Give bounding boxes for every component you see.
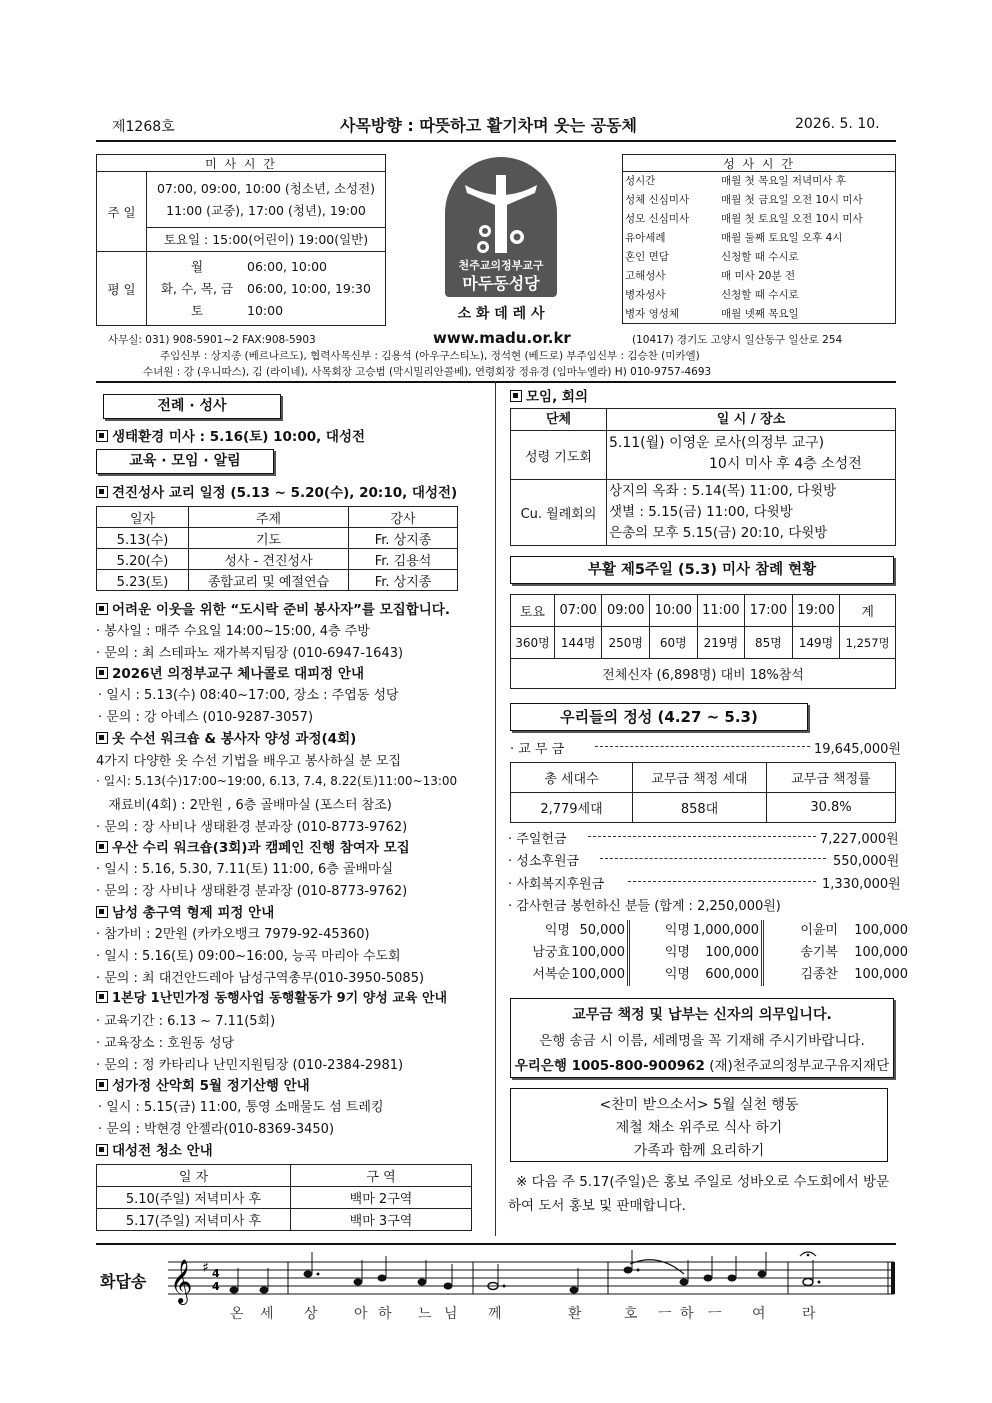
treble-clef-icon: 𝄞 (170, 1259, 193, 1303)
text-cell: 100,000 (690, 942, 764, 964)
list-item (510, 942, 920, 964)
text-cell: 고해성사 (625, 270, 666, 282)
text-cell: 성모 신심미사 (625, 213, 690, 225)
list-item (510, 964, 920, 986)
text-cell: 총 세대수 (511, 763, 633, 793)
text-cell: 우산 수리 워크숍(3회)과 캠페인 진행 참여자 모집 (112, 840, 410, 856)
thanks-title: · 감사헌금 봉헌하신 분들 (합계 : 2,250,000원) (508, 899, 781, 914)
table-row (511, 793, 896, 823)
text-cell: 250명 (602, 627, 650, 659)
parish-address: (10417) 경기도 고양시 일산동구 일산로 254 (632, 334, 843, 346)
money-label: · 사회복지후원금 (508, 877, 605, 892)
text-cell: 남성 총구역 형제 피정 안내 (112, 905, 275, 921)
text-cell: 우리은행 1005-800-900962 (514, 1058, 705, 1074)
text-cell: 100,000 (854, 945, 908, 960)
text-cell: 계 (840, 595, 896, 627)
parish-logo (445, 157, 557, 297)
meeting-row (511, 431, 895, 480)
text-cell: 단체 (511, 409, 607, 430)
leader-dashes (588, 836, 816, 837)
text-cell: 하 (378, 1306, 392, 1322)
logo-parish: 마두동성당 (462, 274, 540, 293)
text-cell: (재)천주교의정부교구유지재단 (709, 1058, 890, 1074)
text-cell: 1,000,000 (690, 920, 764, 942)
text-cell: 100,000 (570, 942, 630, 964)
sacraments-box (622, 154, 896, 324)
text-cell: 호 (624, 1306, 638, 1322)
text-cell: 생태환경 미사 : 5.16(토) 10:00, 대성전 (112, 429, 366, 445)
text-cell: 성가정 산악회 5월 정기산행 안내 (112, 1078, 310, 1094)
text-cell: 성체 신심미사 (625, 194, 690, 206)
notice-title (96, 727, 356, 747)
weekday-times: 06:00, 10:00 (247, 259, 327, 274)
text-cell: 백마 2구역 (291, 1187, 472, 1209)
text-cell: 모임, 회의 (526, 389, 588, 405)
notice-line: · 봉사일 : 매주 수요일 14:00~15:00, 4층 주방 (96, 624, 370, 639)
text-cell: 09:00 (602, 595, 650, 627)
notice-line: 재료비(4회) : 2만원 , 6층 골배마실 (포스터 참조) (96, 798, 392, 813)
text-cell: 익명 (544, 923, 570, 938)
text-cell: <찬미 받으소서> 5월 실천 행동 (599, 1097, 799, 1113)
text-cell: 매월 넷째 목요일 (721, 308, 799, 320)
table-row (97, 528, 458, 549)
sacrament-row (623, 305, 895, 324)
text-cell: 교무금 책정률 (767, 763, 896, 793)
notice-line: · 문의 : 정 카타리나 난민지원팀장 (010-2384-2981) (96, 1058, 404, 1073)
notice-title (96, 1074, 310, 1094)
church-tax-label: · 교 무 금 (510, 742, 565, 757)
office-contact: 사무실: 031) 908-5901~2 FAX:908-5903 (108, 334, 316, 346)
text-cell: 익명 (664, 967, 690, 982)
notice-line: · 문의 : 장 사비나 생태환경 분과장 (010-8773-9762) (96, 820, 408, 835)
text-cell: 219명 (697, 627, 745, 659)
notice-line: · 참가비 : 2만원 (카카오뱅크 7979-92-45360) (96, 927, 370, 942)
weekday-days: 화, 수, 목, 금 (160, 281, 234, 296)
svg-text:4: 4 (212, 1280, 220, 1293)
text-cell: 상 (304, 1306, 318, 1322)
text-cell: 신청할 때 수시로 (721, 251, 799, 263)
sunday-label: 주 일 (97, 172, 147, 252)
text-cell: 기도 (189, 528, 349, 549)
table-row (97, 1209, 472, 1231)
sacrament-row (623, 191, 895, 210)
music-rule (96, 1243, 896, 1245)
text-cell: Fr. 상지종 (349, 528, 458, 549)
text-cell: 일자 (97, 507, 189, 528)
text-cell: 1,257명 (840, 627, 896, 659)
attendance-table (510, 594, 896, 689)
sacrament-row (623, 267, 895, 286)
table-row (97, 570, 458, 591)
duty-box (510, 998, 894, 1078)
text-cell: 서복순 (532, 967, 570, 982)
money-value: 7,227,000원 (820, 832, 899, 847)
sunday-mass-line: 07:00, 09:00, 10:00 (청소년, 소성전) (156, 181, 376, 196)
text-cell: 600,000 (690, 964, 764, 986)
mass-times-box (96, 154, 386, 326)
table-row (97, 1187, 472, 1209)
attendance-note: 전체신자 (6,898명) 대비 18%참석 (511, 659, 896, 689)
text-cell: 토요 (511, 595, 555, 627)
text-cell: 19:00 (792, 595, 840, 627)
weekday-days: 월 (190, 259, 204, 274)
issue-number: 제1268호 (112, 119, 175, 135)
money-label: · 성소후원금 (508, 854, 580, 869)
text-cell: 구 역 (291, 1165, 472, 1187)
text-cell: 님 (444, 1306, 458, 1322)
text-cell: 라 (802, 1306, 816, 1322)
confirmation-title (96, 481, 457, 501)
attendance-title: 부활 제5주일 (5.3) 미사 참례 현황 (510, 556, 894, 584)
notice-line: 4가지 다양한 옷 수선 기법을 배우고 봉사하실 분 모집 (96, 754, 402, 769)
text-cell: 혼인 면담 (625, 251, 669, 263)
sacrament-row (623, 248, 895, 267)
text-cell: 느 (418, 1306, 432, 1322)
text-cell: 매월 둘째 토요일 오후 4시 (721, 232, 843, 244)
meetings-title (510, 385, 588, 405)
money-label: · 주일헌금 (508, 832, 567, 847)
sacrament-row (623, 172, 895, 191)
text-cell: 아 (354, 1306, 368, 1322)
text-cell: Cu. 월례회의 (511, 480, 607, 545)
leader-dashes (595, 746, 810, 747)
meetings-table (510, 408, 896, 546)
notice-line: · 일시 : 5.16(토) 09:00~16:00, 능곡 마리아 수도회 (96, 949, 401, 964)
svg-text:♯: ♯ (202, 1260, 209, 1276)
mass-times-title: 미 사 시 간 (97, 155, 385, 172)
text-cell: 신청할 때 수시로 (721, 289, 799, 301)
church-tax-table (510, 762, 896, 823)
text-cell: 1본당 1난민가정 동행사업 동행활동가 9기 양성 교육 안내 (112, 991, 448, 1006)
notice-title (96, 598, 450, 618)
text-cell: 종합교리 및 예절연습 (189, 570, 349, 591)
cleaning-table (96, 1164, 472, 1231)
notice-line: · 교육장소 : 호원동 성당 (96, 1036, 235, 1051)
logo-diocese: 천주교의정부교구 (458, 259, 544, 272)
text-cell: 대성전 청소 안내 (112, 1143, 213, 1159)
text-cell: 11:00 (697, 595, 745, 627)
text-cell: 일 자 (97, 1165, 291, 1187)
eco-mass-notice (96, 425, 365, 445)
cleaning-title (96, 1139, 213, 1159)
text-cell: 5.17(주일) 저녁미사 후 (97, 1209, 291, 1231)
leader-dashes (600, 858, 826, 859)
laudato-box (510, 1088, 888, 1162)
text-cell: 매 미사 20분 전 (721, 270, 796, 282)
money-value: 550,000원 (833, 854, 900, 869)
text-cell: 17:00 (745, 595, 793, 627)
text-cell: 60명 (650, 627, 698, 659)
text-cell: 5.23(토) (97, 570, 189, 591)
text-cell: 주제 (189, 507, 349, 528)
logo-patron: 소 화 데 레 사 (457, 306, 545, 322)
text-cell: 병자 영성체 (625, 308, 680, 320)
text-cell: 교무금 책정 세대 (633, 763, 767, 793)
weekday-times: 10:00 (247, 303, 284, 318)
music-staff (168, 1250, 898, 1305)
text-cell: 상지의 옥좌 : 5.14(목) 11:00, 다윗방 (609, 483, 837, 499)
sacraments-title: 성 사 시 간 (623, 155, 895, 172)
money-value: 1,330,000원 (822, 877, 901, 892)
text-cell: Fr. 상지종 (349, 570, 458, 591)
text-cell: Fr. 김용석 (349, 549, 458, 570)
text-cell: 2026년 의정부교구 체나콜로 대피정 안내 (112, 666, 364, 682)
text-cell: 남궁효 (532, 945, 570, 960)
text-cell: 07:00 (554, 595, 602, 627)
text-cell: 환 (568, 1306, 582, 1322)
liturgy-section-button: 전례 · 성사 (103, 394, 281, 419)
church-tax-value: 19,645,000원 (814, 742, 901, 757)
text-cell: 송기복 (800, 945, 838, 960)
notice-line: · 문의 : 박현경 안젤라(010-8369-3450) (98, 1122, 335, 1137)
text-cell: 교무금 책정 및 납부는 신자의 의무입니다. (572, 1007, 832, 1023)
notice-title (96, 987, 447, 1006)
priests-line: 주임신부 : 상지종 (베르나르도), 협력사목신부 : 김용석 (아우구스티노), 정석현 (베드로) 부주임신부 : 김승찬 (미카엘) (160, 350, 700, 362)
sacrament-row (623, 286, 895, 305)
notice-line: · 문의 : 최 스테파노 재가복지팀장 (010-6947-1643) (96, 646, 404, 661)
text-cell: ㅡ (658, 1306, 672, 1322)
text-cell: 매월 첫 목요일 저녁미사 후 (721, 175, 846, 187)
text-cell: 30.8% (767, 793, 896, 823)
staff-line: 수녀원 : 강 (우니따스), 김 (라이네), 사목회장 고승범 (막시밀리안콜베), 연령회장 정유경 (임마누엘라) H) 010-9757-4693 (143, 366, 712, 378)
notice-title (96, 901, 274, 921)
text-cell: 하 (680, 1306, 694, 1322)
text-cell: 께 (488, 1306, 502, 1322)
text-cell: 100,000 (854, 967, 908, 982)
bulletin-date: 2026. 5. 10. (795, 116, 880, 132)
weekday-days: 토 (190, 303, 204, 318)
text-cell: 100,000 (570, 964, 630, 986)
promo-note: ※ 다음 주 5.17(주일)은 홍보 주일로 성바오로 수도회에서 방문하여 도서 홍보 및 판매합니다. (508, 1174, 890, 1214)
text-cell: 144명 (554, 627, 602, 659)
contact-rule (96, 381, 896, 383)
text-cell: 5.20(수) (97, 549, 189, 570)
text-cell: 샛별 : 5.15(금) 11:00, 다윗방 (609, 504, 793, 520)
text-cell: 85명 (745, 627, 793, 659)
leader-dashes (628, 881, 816, 882)
saturday-mass-line: 토요일 : 15:00(어린이) 19:00(일반) (147, 228, 385, 252)
notice-line: · 일시: 5.13(수)17:00~19:00, 6.13, 7.4, 8.22(토)11:00~13:00 (96, 774, 458, 788)
text-cell: 가족과 함께 요리하기 (633, 1143, 765, 1159)
column-divider (495, 381, 496, 1236)
offering-title: 우리들의 정성 (4.27 ~ 5.3) (510, 703, 808, 731)
text-cell: 매월 첫 토요일 오전 10시 미사 (721, 213, 863, 225)
text-cell: 성시간 (625, 175, 656, 187)
text-cell: 익명 (664, 923, 690, 938)
text-cell: 360명 (511, 627, 555, 659)
notice-line: · 일시 : 5.15(금) 11:00, 통영 소매물도 섬 트레킹 (98, 1100, 384, 1115)
confirmation-table (96, 506, 458, 591)
text-cell: 858대 (633, 793, 767, 823)
text-cell: 익명 (664, 945, 690, 960)
sacrament-row (623, 229, 895, 248)
meeting-row (511, 480, 895, 545)
table-row (511, 627, 896, 659)
text-cell: 세 (260, 1306, 274, 1322)
notice-line: · 교육기간 : 6.13 ~ 7.11(5회) (96, 1014, 276, 1029)
header-rule (96, 140, 896, 142)
text-cell: 유아세례 (625, 232, 666, 244)
text-cell: 5.10(주일) 저녁미사 후 (97, 1187, 291, 1209)
text-cell: 2,779세대 (511, 793, 633, 823)
text-cell: 5.11(월) 이영운 로사(의정부 교구) (609, 435, 825, 451)
text-cell: 이윤미 (800, 923, 838, 938)
notice-line: · 문의 : 강 아녜스 (010-9287-3057) (98, 710, 314, 725)
notice-line: · 일시 : 5.13(수) 08:40~17:00, 장소 : 주엽동 성당 (98, 688, 399, 703)
svg-text:4: 4 (212, 1267, 220, 1280)
text-cell: 옷 수선 워크숍 & 봉사자 양성 과정(4회) (112, 731, 357, 747)
thanks-list (510, 920, 920, 986)
text-cell: 성사 - 견진성사 (189, 549, 349, 570)
text-cell: ㅡ (708, 1306, 722, 1322)
education-section-button: 교육 · 모임 · 알림 (96, 449, 274, 474)
text-cell: 견진성사 교리 일정 (5.13 ~ 5.20(수), 20:10, 대성전) (112, 485, 458, 501)
text-cell: 온 (230, 1306, 244, 1322)
list-item (510, 920, 920, 942)
text-cell: 매월 첫 금요일 오전 10시 미사 (721, 194, 863, 206)
text-cell: 제철 채소 위주로 식사 하기 (615, 1120, 783, 1136)
notice-line: · 문의 : 장 사비나 생태환경 분과장 (010-8773-9762) (96, 884, 408, 899)
notice-line: · 문의 : 최 대건안드레아 남성구역총무(010-3950-5085) (96, 971, 425, 986)
text-cell: 강사 (349, 507, 458, 528)
text-cell: 여 (752, 1306, 766, 1322)
text-cell: 100,000 (854, 923, 908, 938)
text-cell: 10시 미사 후 4층 소성전 (709, 456, 862, 472)
text-cell: 149명 (792, 627, 840, 659)
lyrics (168, 1303, 868, 1323)
weekday-label: 평 일 (97, 252, 147, 325)
text-cell: 김종찬 (800, 967, 838, 982)
sacrament-row (623, 210, 895, 229)
text-cell: 어려운 이웃을 위한 “도시락 준비 봉사자”를 모집합니다. (112, 602, 450, 618)
weekday-times: 06:00, 10:00, 19:30 (247, 281, 371, 296)
table-row (97, 549, 458, 570)
sunday-mass-line: 11:00 (교중), 17:00 (청년), 19:00 (166, 203, 366, 218)
website-link[interactable]: www.madu.or.kr (433, 329, 571, 347)
parish-motto: 사목방향 : 따뜻하고 활기차며 웃는 공동체 (340, 116, 638, 135)
text-cell: 은총의 모후 5.15(금) 20:10, 다윗방 (609, 525, 828, 541)
text-cell: 은행 송금 시 이름, 세례명을 꼭 기재해 주시기바랍니다. (539, 1033, 865, 1049)
notice-title (96, 836, 410, 856)
text-cell: 5.13(수) (97, 528, 189, 549)
text-cell: 백마 3구역 (291, 1209, 472, 1231)
notice-title (96, 662, 364, 682)
text-cell: 10:00 (650, 595, 698, 627)
text-cell: 성령 기도회 (511, 431, 607, 479)
notice-line: · 일시 : 5.16, 5.30, 7.11(토) 11:00, 6층 골배마실 (96, 862, 394, 877)
text-cell: 일 시 / 장소 (716, 412, 786, 427)
text-cell: 병자성사 (625, 289, 666, 301)
text-cell: 50,000 (570, 920, 630, 942)
psalm-label: 화답송 (100, 1272, 147, 1291)
